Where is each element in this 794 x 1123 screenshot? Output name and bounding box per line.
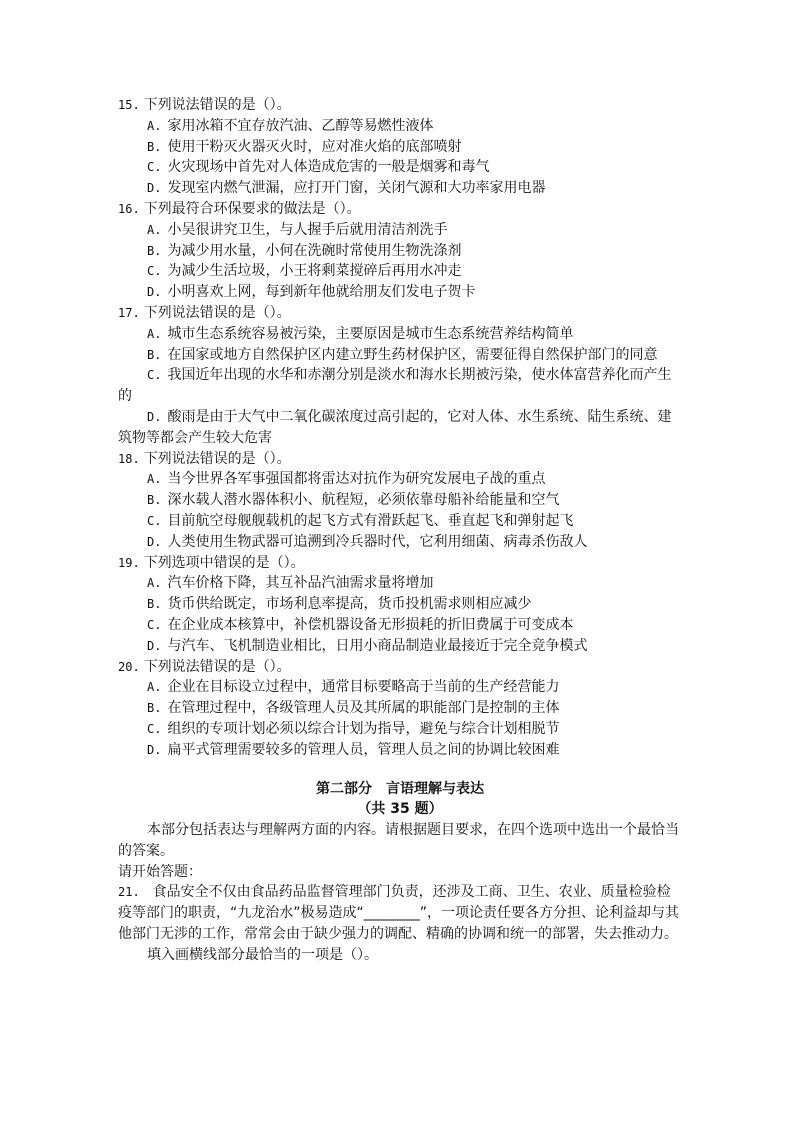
option-text: 酸雨是由于大气中二氧化碳浓度过高引起的，它对人体、水生系统、陆生系统、建筑物等都会产生较大危害 bbox=[118, 408, 672, 446]
question-stem bbox=[118, 553, 682, 574]
option-letter: D. bbox=[147, 181, 162, 196]
option-text: 人类使用生物武器可追溯到冷兵器时代，它利用细菌、病毒杀伤敌人 bbox=[167, 533, 588, 550]
question-stem bbox=[118, 95, 682, 116]
option-letter: C. bbox=[147, 160, 162, 175]
question-stem bbox=[118, 657, 682, 678]
option-letter: A. bbox=[147, 222, 162, 237]
section-subtitle: （共 35 题） bbox=[357, 801, 443, 818]
answer-option bbox=[118, 698, 682, 719]
question-text: 下列说法错误的是（）。 bbox=[143, 304, 291, 321]
option-letter: D. bbox=[147, 742, 162, 757]
question-number: 19. bbox=[118, 555, 140, 570]
option-letter: B. bbox=[147, 243, 162, 258]
option-text: 当今世界各军事强国都将雷达对抗作为研究发展电子战的重点 bbox=[167, 471, 546, 488]
option-letter: D. bbox=[147, 409, 162, 424]
answer-option bbox=[118, 636, 682, 657]
option-text: 火灾现场中首先对人体造成危害的一般是烟雾和毒气 bbox=[167, 159, 490, 176]
section-heading bbox=[118, 779, 682, 821]
option-letter: A. bbox=[147, 680, 162, 695]
answer-option bbox=[118, 469, 682, 490]
option-letter: A. bbox=[147, 472, 162, 487]
option-text: 小明喜欢上网，每到新年他就给朋友们发电子贺卡 bbox=[167, 284, 476, 301]
answer-option bbox=[118, 157, 682, 178]
option-text: 为减少用水量，小何在洗碗时常使用生物洗涤剂 bbox=[167, 242, 462, 259]
question-text: 下列说法错误的是（）。 bbox=[143, 97, 291, 113]
question-21-prompt: 填入画横线部分最恰当的一项是（）。 bbox=[147, 946, 378, 963]
answer-option bbox=[118, 220, 682, 241]
option-text: 在管理过程中，各级管理人员及其所属的职能部门是控制的主体 bbox=[167, 700, 560, 717]
option-letter: C. bbox=[147, 513, 162, 528]
answer-option bbox=[118, 511, 682, 532]
option-text: 组织的专项计划必须以综合计划为指导，避免与综合计划相脱节 bbox=[167, 720, 560, 737]
answer-option bbox=[118, 345, 682, 366]
option-text: 企业在目标设立过程中，通常目标要略高于当前的生产经营能力 bbox=[167, 679, 560, 696]
option-letter: D. bbox=[147, 285, 162, 300]
question-stem bbox=[118, 199, 682, 220]
option-letter: C. bbox=[147, 264, 162, 279]
answer-option bbox=[118, 324, 682, 345]
question-stem bbox=[118, 303, 682, 324]
answer-option bbox=[118, 116, 682, 137]
option-text: 城市生态系统容易被污染，主要原因是城市生态系统营养结构简单 bbox=[167, 325, 574, 342]
question-text: 下列说法错误的是（）。 bbox=[143, 658, 291, 675]
option-text: 汽车价格下降，其互补品汽油需求量将增加 bbox=[167, 575, 434, 592]
option-letter: D. bbox=[147, 534, 162, 549]
option-text: 深水载人潜水器体积小、航程短，必须依靠母船补给能量和空气 bbox=[167, 492, 560, 509]
question-number: 15. bbox=[118, 98, 140, 112]
question-number: 20. bbox=[118, 659, 140, 674]
answer-option bbox=[118, 719, 682, 740]
option-text: 在国家或地方自然保护区内建立野生药材保护区，需要征得自然保护部门的同意 bbox=[167, 346, 658, 363]
section-intro: 本部分包括表达与理解两方面的内容。请根据题目要求，在四个选项中选出一个最恰当的答案。 bbox=[118, 822, 679, 859]
option-letter: D. bbox=[147, 638, 162, 653]
start-instruction: 请开始答题： bbox=[118, 863, 202, 880]
question-21-text: 食品安全不仅由食品药品监督管理部门负责，还涉及工商、卫生、农业、质量检验检疫等部门的职责，“九龙治水”极易造成“________”，一项论责任要各方分担、论利益却与其他部门无涉的工作，常常会由于缺少强力的调配、精确的协调和统一的部署，失去推动力。 bbox=[118, 884, 680, 943]
option-letter: C. bbox=[147, 368, 162, 383]
option-text: 发现室内燃气泄漏，应打开门窗，关闭气源和大功率家用电器 bbox=[167, 180, 546, 197]
option-letter: C. bbox=[147, 721, 162, 736]
option-text: 与汽车、飞机制造业相比，日用小商品制造业最接近于完全竞争模式 bbox=[167, 637, 588, 654]
question-21 bbox=[118, 882, 682, 944]
option-letter: A. bbox=[147, 326, 162, 341]
answer-option bbox=[118, 573, 682, 594]
option-letter: A. bbox=[147, 118, 162, 133]
answer-option bbox=[118, 594, 682, 615]
option-text: 在企业成本核算中，补偿机器设备无形损耗的折旧费属于可变成本 bbox=[167, 616, 574, 633]
question-text: 下列最符合环保要求的做法是（）。 bbox=[143, 200, 361, 217]
question-list bbox=[118, 95, 682, 761]
option-letter: B. bbox=[147, 701, 162, 716]
question-stem bbox=[118, 449, 682, 470]
option-text: 货币供给既定，市场利息率提高，货币投机需求则相应减少 bbox=[167, 596, 532, 613]
option-letter: B. bbox=[147, 347, 162, 362]
question-number: 18. bbox=[118, 451, 140, 466]
document-body bbox=[118, 95, 682, 966]
answer-option bbox=[118, 282, 682, 303]
option-text: 使用干粉灭火器灭火时，应对准火焰的底部喷射 bbox=[167, 138, 462, 155]
answer-option bbox=[118, 740, 682, 761]
option-text: 家用冰箱不宜存放汽油、乙醇等易燃性液体 bbox=[167, 117, 434, 134]
answer-option bbox=[118, 615, 682, 636]
question-number: 17. bbox=[118, 305, 140, 320]
section-title: 第二部分 言语理解与表达 bbox=[316, 780, 484, 797]
question-text: 下列选项中错误的是（）。 bbox=[143, 554, 305, 571]
option-text: 扁平式管理需要较多的管理人员，管理人员之间的协调比较困难 bbox=[167, 741, 560, 758]
answer-option bbox=[118, 365, 682, 407]
answer-option bbox=[118, 532, 682, 553]
option-letter: C. bbox=[147, 617, 162, 632]
answer-option bbox=[118, 677, 682, 698]
option-text: 小吴很讲究卫生，与人握手后就用清洁剂洗手 bbox=[167, 221, 448, 238]
answer-option bbox=[118, 490, 682, 511]
option-letter: B. bbox=[147, 493, 162, 508]
option-letter: A. bbox=[147, 576, 162, 591]
question-number: 21. bbox=[118, 885, 140, 900]
option-text: 我国近年出现的水华和赤潮分别是淡水和海水长期被污染，使水体富营养化而产生的 bbox=[118, 367, 672, 405]
question-number: 16. bbox=[118, 201, 140, 216]
answer-option bbox=[118, 261, 682, 282]
option-letter: B. bbox=[147, 597, 162, 612]
option-text: 目前航空母舰舰载机的起飞方式有滑跃起飞、垂直起飞和弹射起飞 bbox=[167, 512, 574, 529]
question-text: 下列说法错误的是（）。 bbox=[143, 450, 291, 467]
answer-option bbox=[118, 241, 682, 262]
answer-option bbox=[118, 178, 682, 199]
answer-option bbox=[118, 407, 682, 449]
option-letter: B. bbox=[147, 139, 162, 154]
answer-option bbox=[118, 137, 682, 158]
option-text: 为减少生活垃圾，小王将剩菜搅碎后再用水冲走 bbox=[167, 263, 462, 280]
